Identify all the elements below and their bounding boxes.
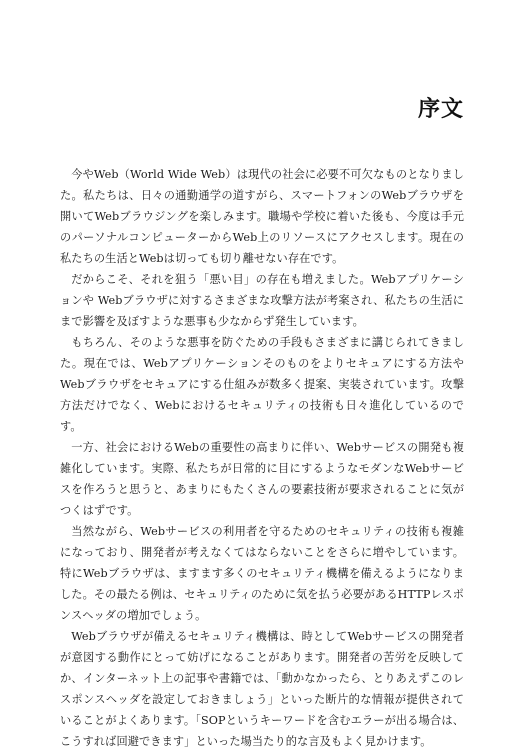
paragraph: 今やWeb（World Wide Web）は現代の社会に必要不可欠なものとなりました。私たちは、日々の通勤通学の道すがら、スマートフォンのWebブラウザを開いてWebブラウジングを楽しみます。職場や学校に着いた後も、今度は手元のパーソナルコンピューターからWeb上のリソースにアクセスします。現在の私たちの生活とWebは切っても切り離せない存在です。 [60, 168, 464, 265]
chapter-title: 序文 [417, 97, 464, 122]
paragraph: Webブラウザが備えるセキュリティ機構は、時としてWebサービスの開発者が意図する動作にとって妨げになることがあります。開発者の苦労を反映してか、インターネット上の記事や書籍では、「動かなかったら、とりあえずこのレスポンスヘッダを設定しておきましょう」といった断片的な情報が提供されていることがよくあります。「SOPというキーワードを含むエラーが出る場合は、こうすれば回避できます」といった場当たり的な言及もよく見かけます。 [60, 630, 464, 748]
paragraph: もちろん、そのような悪事を防ぐための手段もさまざまに講じられてきました。現在では、Webアプリケーションそのものをよりセキュアにする方法やWebブラウザをセキュアにする仕組みが数多く提案、実装されています。攻撃方法だけでなく、Webにおけるセキュリティの技術も日々進化しているのです。 [60, 336, 464, 433]
paragraph: 一方、社会におけるWebの重要性の高まりに伴い、Webサービスの開発も複雑化しています。実際、私たちが日常的に目にするようなモダンなWebサービスを作ろうと思うと、あまりにもたくさんの要素技術が要求されることに気がつくはずです。 [60, 441, 464, 517]
preface-body [60, 164, 464, 752]
paragraph: だからこそ、それを狙う「悪い目」の存在も増えました。Webアプリケーションや Webブラウザに対するさまざまな攻撃方法が考案され、私たちの生活にまで影響を及ぼすような悪事も少なからず発生しています。 [60, 273, 464, 328]
paragraph: 当然ながら、Webサービスの利用者を守るためのセキュリティの技術も複雑になっており、開発者が考えなくてはならないことをさらに増やしています。特にWebブラウザは、ますます多くのセキュリティ機構を備えるようになりました。その最たる例は、セキュリティのために気を払う必要があるHTTPレスポンスヘッダの増加でしょう。 [60, 525, 464, 622]
